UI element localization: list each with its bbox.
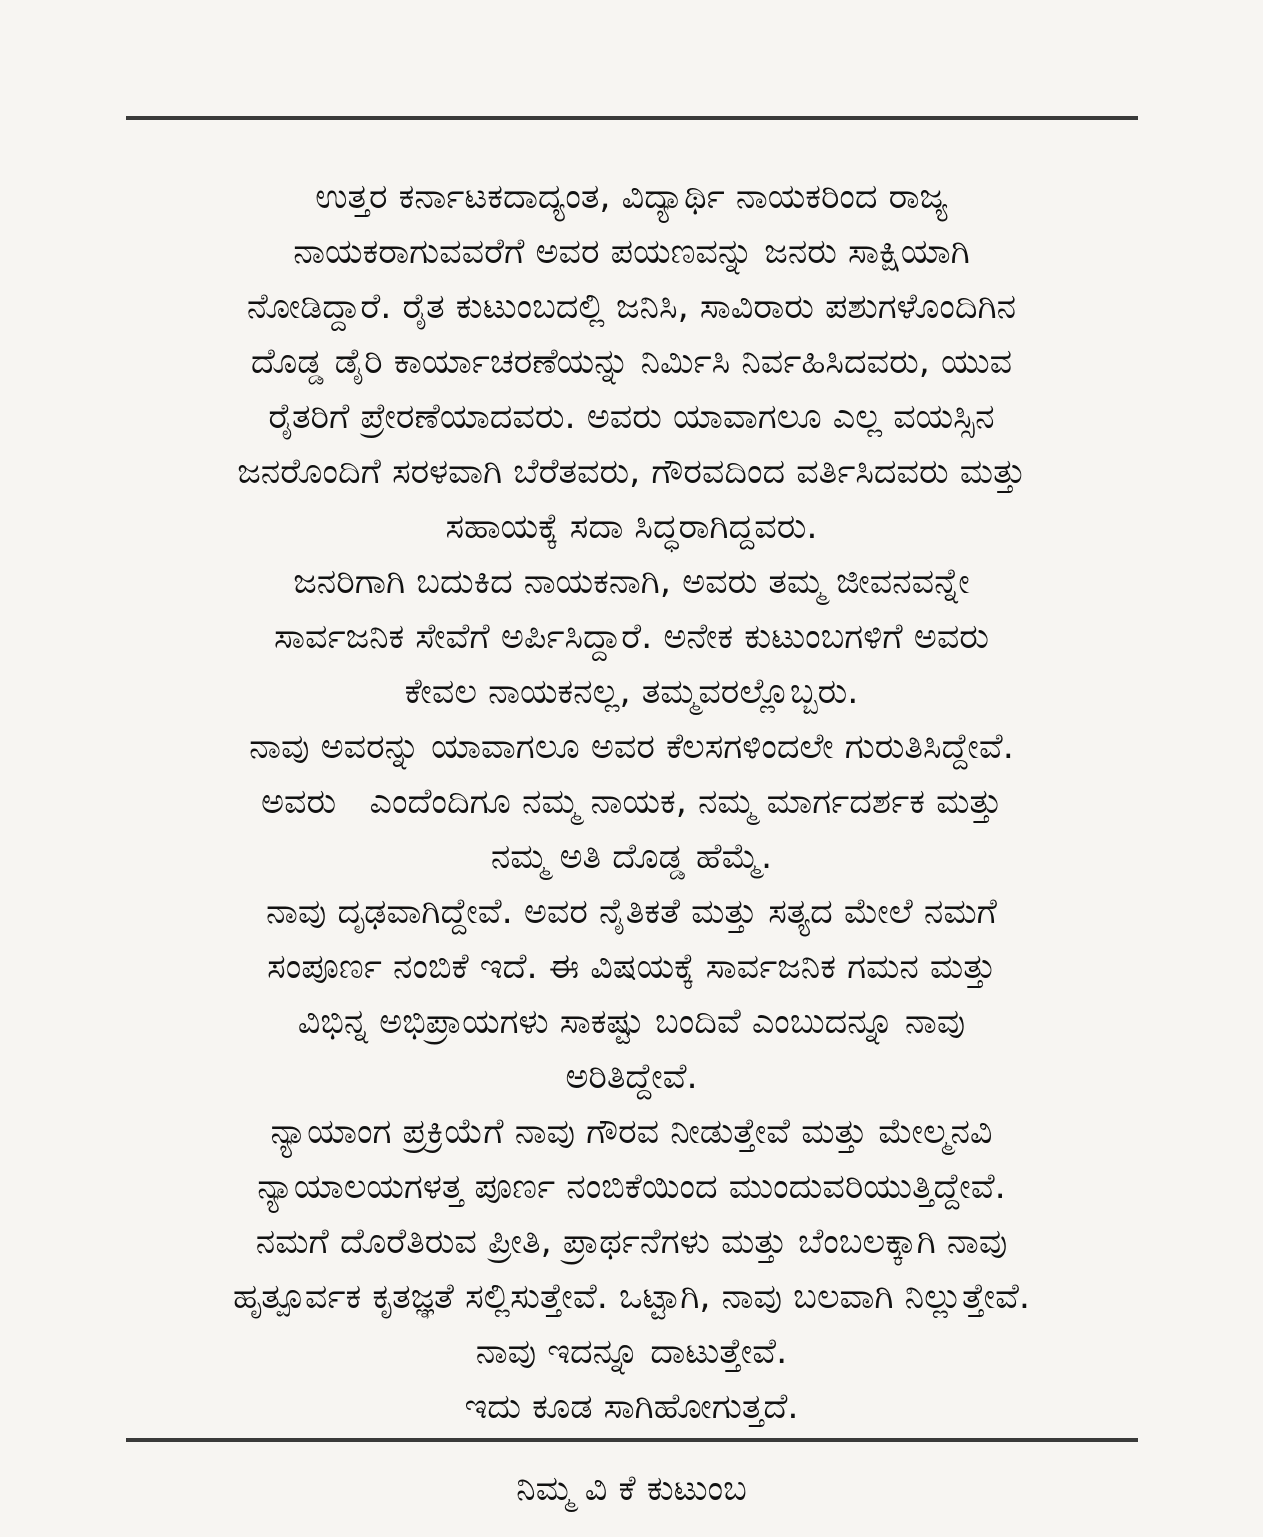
statement-line: ನಮ್ಮ ಅತಿ ದೊಡ್ಡ ಹೆಮ್ಮೆ.	[490, 837, 773, 877]
statement-line: ದೊಡ್ಡ ಡೈರಿ ಕಾರ್ಯಾಚರಣೆಯನ್ನು ನಿರ್ಮಿಸಿ ನಿರ್ವಹಿಸಿದವರು, ಯುವ	[250, 342, 1013, 382]
statement-line: ಜನರಿಗಾಗಿ ಬದುಕಿದ ನಾಯಕನಾಗಿ, ಅವರು ತಮ್ಮ ಜೀವನವನ್ನೇ	[293, 562, 970, 602]
statement-line: ಹೃತ್ಪೂರ್ವಕ ಕೃತಜ್ಞತೆ ಸಲ್ಲಿಸುತ್ತೇವೆ. ಒಟ್ಟಾಗಿ, ನಾವು ಬಲವಾಗಿ ನಿಲ್ಲುತ್ತೇವೆ.	[232, 1277, 1031, 1317]
statement-line: ಸಂಪೂರ್ಣ ನಂಬಿಕೆ ಇದೆ. ಈ ವಿಷಯಕ್ಕೆ ಸಾರ್ವಜನಿಕ ಗಮನ ಮತ್ತು	[267, 947, 996, 987]
statement-line: ರೈತರಿಗೆ ಪ್ರೇರಣೆಯಾದವರು. ಅವರು ಯಾವಾಗಲೂ ಎಲ್ಲ ವಯಸ್ಸಿನ	[268, 397, 995, 437]
statement-line: ಉತ್ತರ ಕರ್ನಾಟಕದಾದ್ಯಂತ, ವಿದ್ಯಾರ್ಥಿ ನಾಯಕರಿಂದ ರಾಜ್ಯ	[315, 177, 948, 217]
statement-line: ನಾವು ಅವರನ್ನು ಯಾವಾಗಲೂ ಅವರ ಕೆಲಸಗಳಿಂದಲೇ ಗುರುತಿಸಿದ್ದೇವೆ.	[249, 727, 1014, 767]
statement-line: ನ್ಯಾಯಾಂಗ ಪ್ರಕ್ರಿಯೆಗೆ ನಾವು ಗೌರವ ನೀಡುತ್ತೇವೆ ಮತ್ತು ಮೇಲ್ಮನವಿ	[270, 1112, 993, 1152]
statement-line: ಅರಿತಿದ್ದೇವೆ.	[565, 1057, 698, 1097]
statement-line: ನಮಗೆ ದೊರೆತಿರುವ ಪ್ರೀತಿ, ಪ್ರಾರ್ಥನೆಗಳು ಮತ್ತು ಬೆಂಬಲಕ್ಕಾಗಿ ನಾವು	[255, 1222, 1008, 1262]
statement-line: ಅವರು ಎಂದೆಂದಿಗೂ ನಮ್ಮ ನಾಯಕ, ನಮ್ಮ ಮಾರ್ಗದರ್ಶಕ ಮತ್ತು	[260, 782, 1003, 822]
statement-line: ನ್ಯಾಯಾಲಯಗಳತ್ತ ಪೂರ್ಣ ನಂಬಿಕೆಯಿಂದ ಮುಂದುವರಿಯುತ್ತಿದ್ದೇವೆ.	[257, 1167, 1006, 1207]
statement-line: ಸಾರ್ವಜನಿಕ ಸೇವೆಗೆ ಅರ್ಪಿಸಿದ್ದಾರೆ. ಅನೇಕ ಕುಟುಂಬಗಳಿಗೆ ಅವರು	[274, 617, 989, 657]
statement-line: ಇದು ಕೂಡ ಸಾಗಿಹೋಗುತ್ತದೆ.	[464, 1387, 799, 1427]
statement-line: ಸಹಾಯಕ್ಕೆ ಸದಾ ಸಿದ್ಧರಾಗಿದ್ದವರು.	[445, 507, 818, 547]
statement-line: ನಾಯಕರಾಗುವವರೆಗೆ ಅವರ ಪಯಣವನ್ನು ಜನರು ಸಾಕ್ಷಿಯಾಗಿ	[293, 232, 970, 272]
top-divider	[126, 116, 1138, 120]
statement-line: ಜನರೊಂದಿಗೆ ಸರಳವಾಗಿ ಬೆರೆತವರು, ಗೌರವದಿಂದ ವರ್ತಿಸಿದವರು ಮತ್ತು	[237, 452, 1026, 492]
statement-line: ನಾವು ಇದನ್ನೂ ದಾಟುತ್ತೇವೆ.	[475, 1332, 788, 1372]
statement-line: ನೋಡಿದ್ದಾರೆ. ರೈತ ಕುಟುಂಬದಲ್ಲಿ ಜನಿಸಿ, ಸಾವಿರಾರು ಪಶುಗಳೊಂದಿಗಿನ	[246, 287, 1017, 327]
statement-body	[110, 170, 1153, 1435]
signature: ನಿಮ್ಮ ವಿ ಕೆ ಕುಟುಂಬ	[516, 1469, 747, 1509]
statement-line: ವಿಭಿನ್ನ ಅಭಿಪ್ರಾಯಗಳು ಸಾಕಷ್ಟು ಬಂದಿವೆ ಎಂಬುದನ್ನೂ ನಾವು	[297, 1002, 966, 1042]
bottom-divider	[126, 1438, 1138, 1442]
statement-line: ಕೇವಲ ನಾಯಕನಲ್ಲ, ತಮ್ಮವರಲ್ಲೊಬ್ಬರು.	[404, 672, 859, 712]
statement-line: ನಾವು ದೃಢವಾಗಿದ್ದೇವೆ. ಅವರ ನೈತಿಕತೆ ಮತ್ತು ಸತ್ಯದ ಮೇಲೆ ನಮಗೆ	[266, 892, 997, 932]
